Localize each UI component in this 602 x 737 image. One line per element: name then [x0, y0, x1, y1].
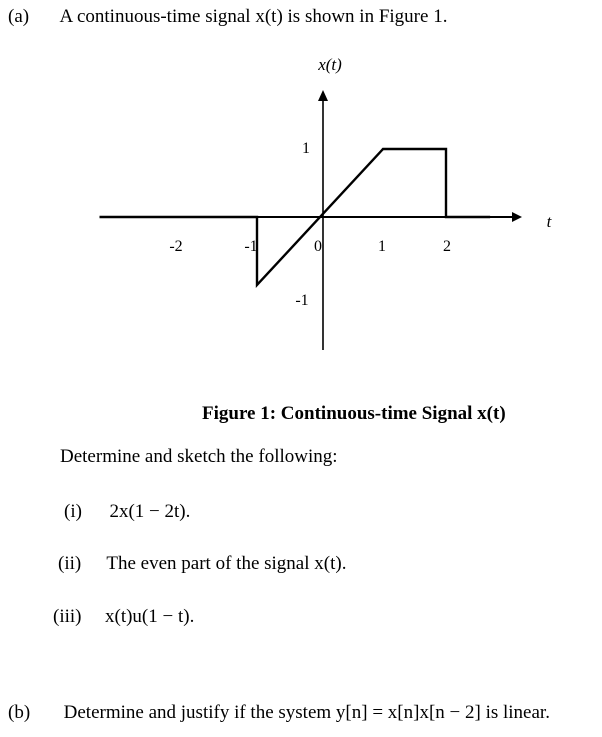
instruction-text: Determine and sketch the following:: [60, 446, 338, 467]
y-tick-1: 1: [302, 140, 310, 157]
question-ii: [58, 553, 346, 576]
question-i-text: 2x(1 − 2t).: [109, 501, 191, 522]
x-tick-neg2: -2: [169, 238, 183, 255]
x-tick-neg1: -1: [244, 238, 258, 255]
x-axis-label: t: [546, 212, 552, 231]
question-i: [64, 501, 190, 524]
question-iii-text: x(t)u(1 − t).: [105, 606, 195, 627]
part-a-row: [8, 6, 447, 29]
y-tick-neg1: -1: [295, 292, 309, 309]
part-b-row: [8, 702, 550, 725]
x-axis-arrow: [512, 212, 522, 222]
x-tick-1: 1: [378, 238, 386, 255]
x-tick-2: 2: [443, 238, 451, 255]
question-iii: [53, 606, 194, 629]
question-iii-label: (iii): [53, 606, 82, 627]
part-b-text: Determine and justify if the system y[n] = x[n]x[n − 2] is linear.: [63, 702, 550, 723]
question-i-label: (i): [64, 501, 82, 522]
part-a-intro: A continuous-time signal x(t) is shown in Figure 1.: [59, 6, 448, 27]
part-a-label: (a): [8, 6, 30, 27]
question-ii-label: (ii): [58, 553, 82, 574]
y-axis-label: x(t): [318, 55, 342, 74]
signal-figure: [0, 40, 602, 360]
figure-caption: Figure 1: Continuous-time Signal x(t): [202, 403, 506, 424]
part-b-label: (b): [8, 702, 31, 723]
x-tick-0: 0: [314, 238, 322, 255]
y-axis-arrow: [318, 90, 328, 101]
question-ii-text: The even part of the signal x(t).: [106, 553, 347, 574]
